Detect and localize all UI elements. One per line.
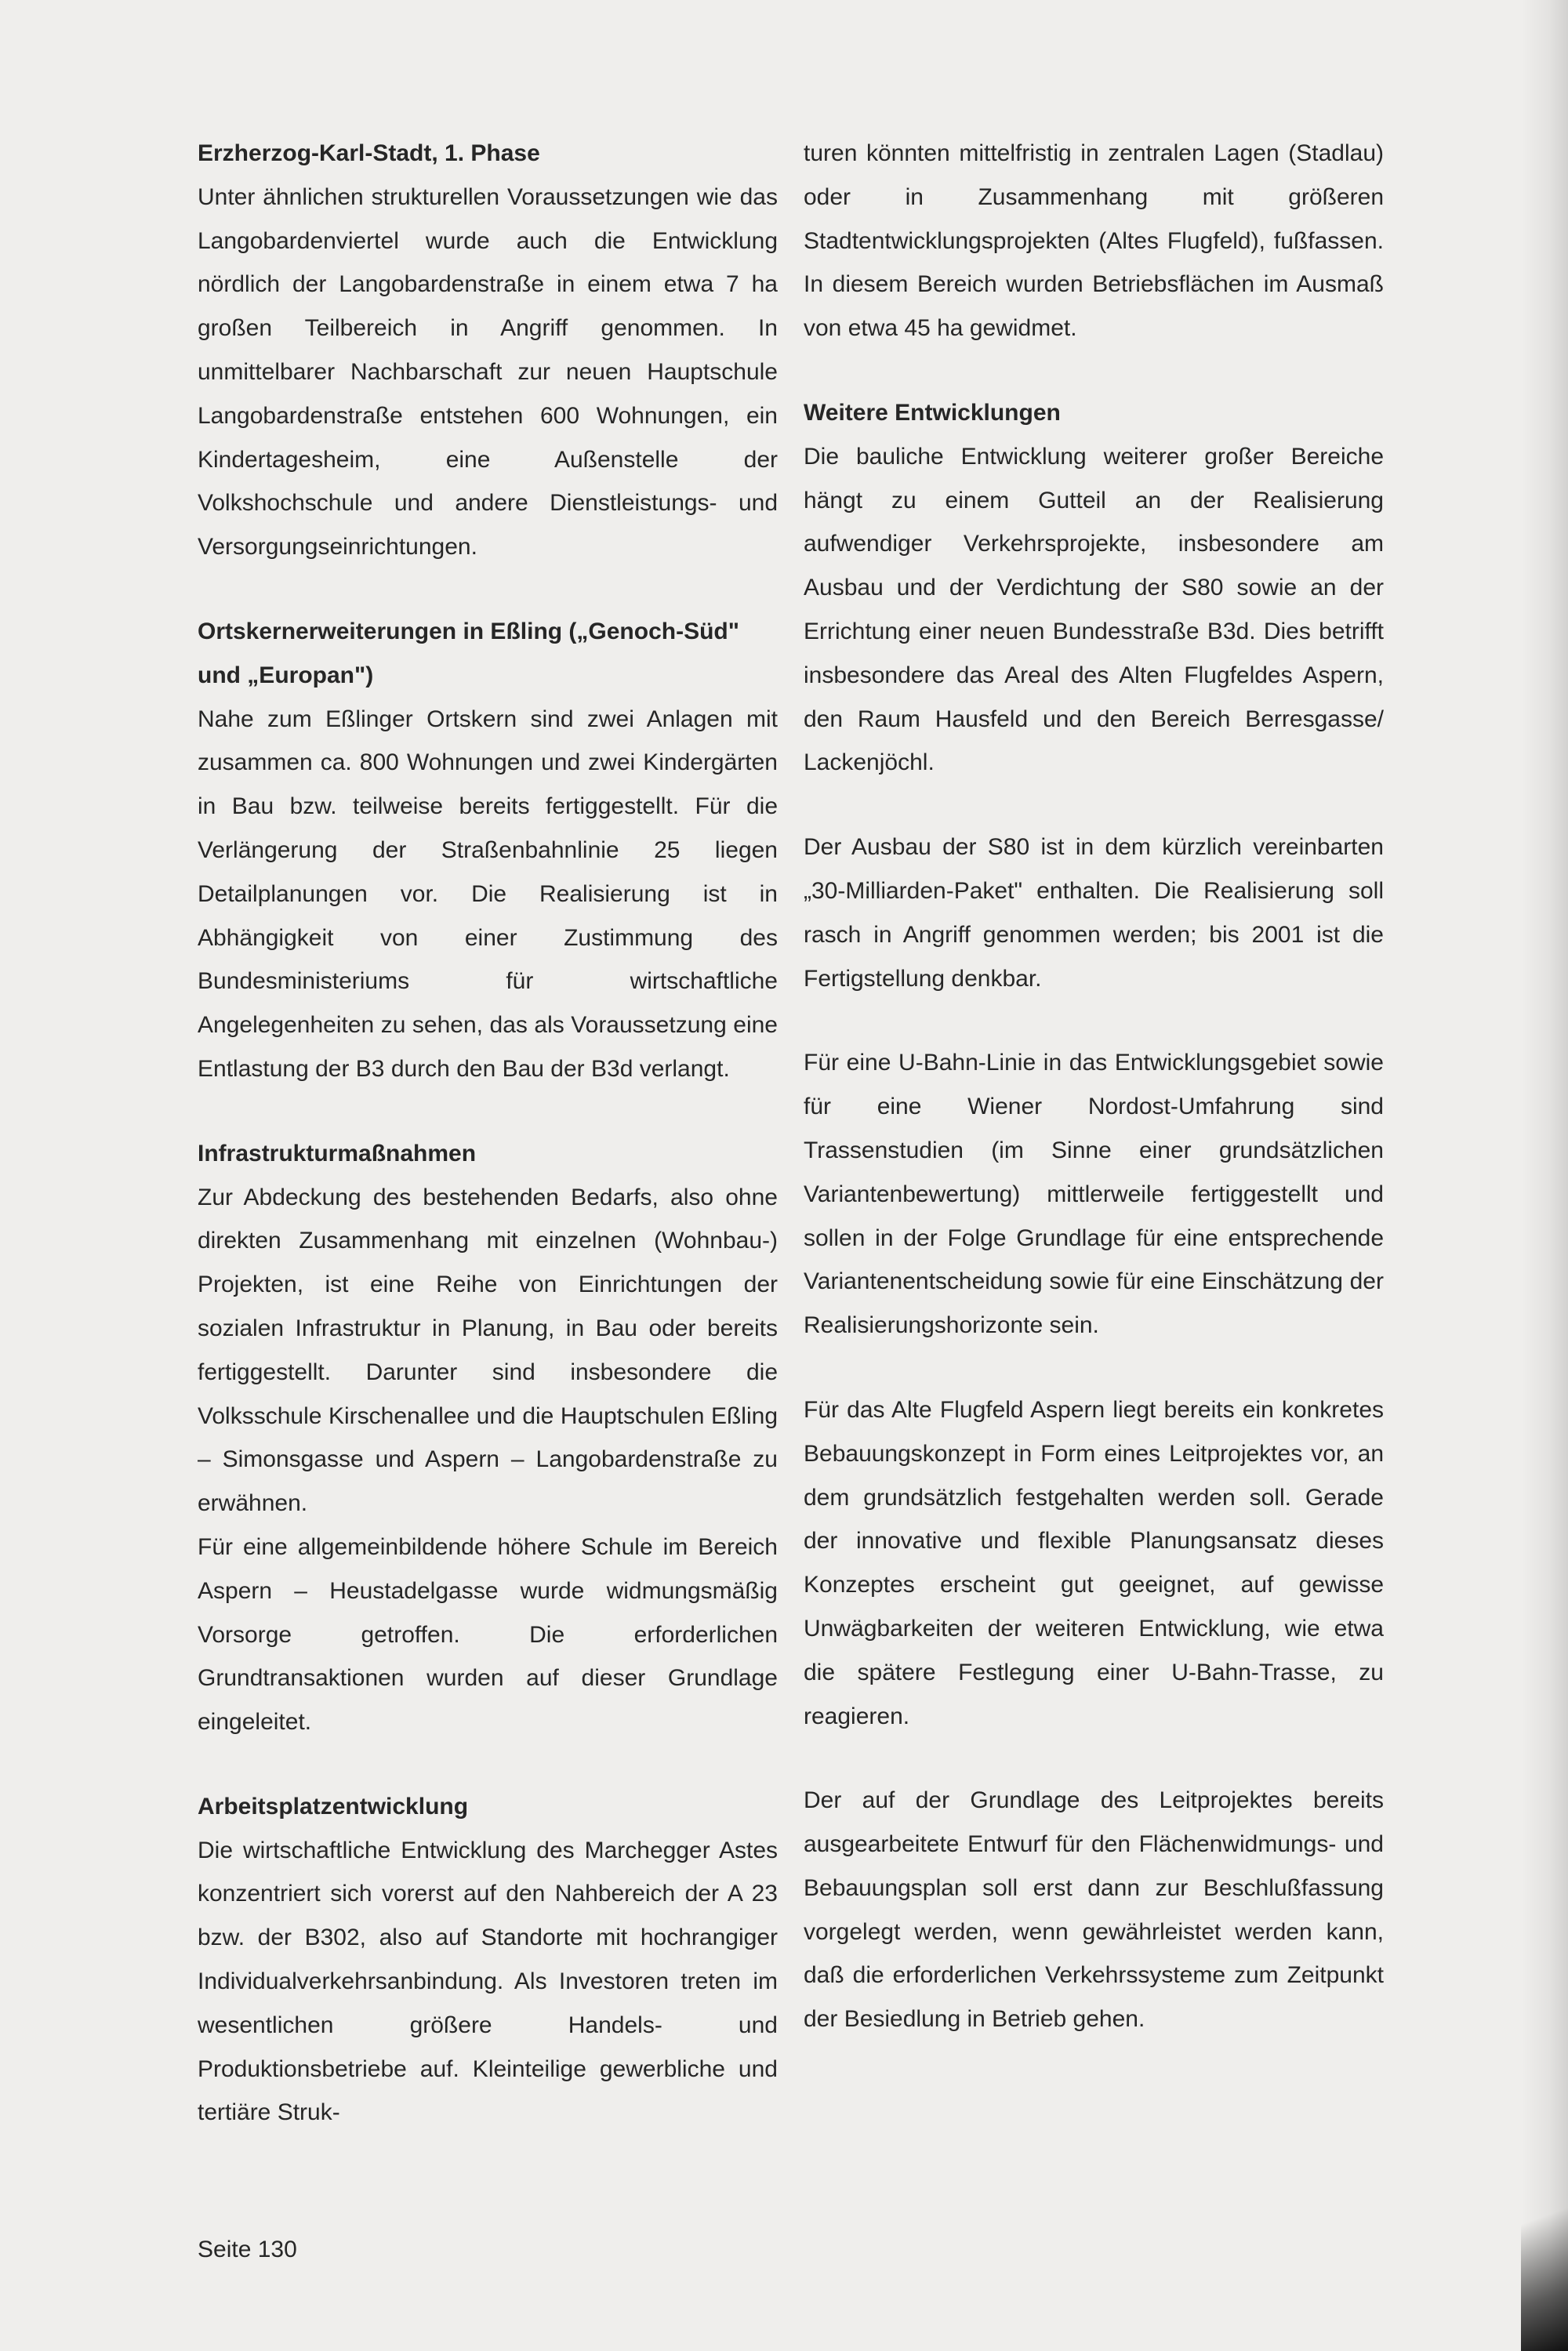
paragraph-weitere-entwicklungen: Die bauliche Entwicklung weiterer großer Bereiche hängt zu einem Gutteil an der Realisierung aufwendiger Verkehrsprojekte, insbesondere am Ausbau und der Verdichtung der S80 sowie an der Errichtung einer neuen Bundesstraße B3d. Dies betrifft insbesondere das Areal des Alten Flugfeldes Aspern, den Raum Hausfeld und den Bereich Berresgasse/ Lackenjöchl. [804, 443, 1384, 776]
paragraph-erzherzog-karl-stadt: Unter ähnlichen strukturellen Voraussetzungen wie das Langobardenviertel wurde auch die Entwicklung nördlich der Langobardenstraße in einem etwa 7 ha großen Teilbereich in Angriff genommen. In unmittelbarer Nachbarschaft zur neuen Hauptschule Langobardenstraße entstehen 600 Wohnungen, ein Kindertagesheim, eine Außenstelle der Volkshochschule und andere Dienstleistungs- und Versorgungseinrichtungen. [198, 183, 778, 561]
paragraph-u-bahn-linie: Für eine U-Bahn-Linie in das Entwicklungsgebiet sowie für eine Wiener Nordost-Umfahrung sind Trassenstudien (im Sinne einer grundsätzlichen Variantenbewertung) mittlerweile fertiggestellt und sollen in der Folge Grundlage für eine entsprechende Variantenentscheidung sowie für eine Einschätzung der Realisierungshorizonte sein. [804, 1050, 1384, 1339]
paragraph-s80-ausbau: Der Ausbau der S80 ist in dem kürzlich vereinbarten „30-Milliarden-Paket" enthalten. Die Realisierung soll rasch in Angriff genommen werden; bis 2001 ist die Fertigstellung denkbar. [804, 834, 1384, 992]
section-heading-weitere-entwicklungen: Weitere Entwicklungen [804, 399, 1061, 426]
paragraph-leitprojekt-entwurf: Der auf der Grundlage des Leitprojektes bereits ausgearbeitete Entwurf für den Flächenwidmungs- und Bebauungsplan soll erst dann zur Beschlußfassung vorgelegt werden, wenn gewährleistet werden kann, daß die erforderlichen Verkehrssysteme zum Zeitpunkt der Besiedlung in Betrieb gehen. [804, 1787, 1384, 2033]
paragraph-arbeitsplatzentwicklung: Die wirtschaftliche Entwicklung des Marchegger Astes konzentriert sich vorerst auf den Nahbereich der A 23 bzw. der B302, also auf Standorte mit hochrangiger Individualverkehrsanbindung. Als Investoren treten im wesentlichen größere Handels- und Produktionsbetriebe auf. Kleinteilige gewerbliche und tertiäre Struk- [198, 1837, 778, 2126]
section-heading-infrastrukturmassnahmen: Infrastrukturmaßnahmen [198, 1140, 477, 1166]
paragraph-continuation: turen könnten mittelfristig in zentralen Lagen (Stadlau) oder in Zusammenhang mit größeren Stadtentwicklungsprojekten (Altes Flugfeld), fußfassen. In diesem Bereich wurden Betriebsflächen im Ausmaß von etwa 45 ha gewidmet. [804, 140, 1384, 342]
paragraph-infrastruktur-1: Zur Abdeckung des bestehenden Bedarfs, also ohne direkten Zusammenhang mit einzelnen (Wohnbau-) Projekten, ist eine Reihe von Einrichtungen der sozialen Infrastruktur in Planung, in Bau oder bereits fertiggestellt. Darunter sind insbesondere die Volksschule Kirschenallee und die Hauptschulen Eßling – Simonsgasse und Aspern – Langobardenstraße zu erwähnen. [198, 1184, 778, 1517]
paragraph-ortskernerweiterungen: Nahe zum Eßlinger Ortskern sind zwei Anlagen mit zusammen ca. 800 Wohnungen und zwei Kindergärten in Bau bzw. teilweise bereits fertiggestellt. Für die Verlängerung der Straßenbahnlinie 25 liegen Detailplanungen vor. Die Realisierung ist in Abhängigkeit von einer Zustimmung des Bundesministeriums für wirtschaftliche Angelegenheiten zu sehen, das als Voraussetzung eine Entlastung der B3 durch den Bau der B3d verlangt. [198, 706, 778, 1082]
page-corner-shadow [1521, 2163, 1568, 2351]
paragraph-altes-flugfeld: Für das Alte Flugfeld Aspern liegt bereits ein konkretes Bebauungskonzept in Form eines Leitprojektes vor, an dem grundsätzlich festgehalten werden soll. Gerade der innovative und flexible Planungsansatz dieses Konzeptes erscheint gut geeignet, auf gewisse Unwägbarkeiten der weiteren Entwicklung, wie etwa die spätere Festlegung einer U-Bahn-Trasse, zu reagieren. [804, 1396, 1384, 1729]
right-column [804, 132, 1384, 2041]
page-edge-shadow [1521, 0, 1568, 2351]
section-heading-erzherzog-karl-stadt: Erzherzog-Karl-Stadt, 1. Phase [198, 140, 540, 166]
left-column [198, 132, 778, 2135]
page-number: Seite 130 [198, 2237, 297, 2262]
paragraph-infrastruktur-2: Für eine allgemeinbildende höhere Schule im Bereich Aspern – Heustadelgasse wurde widmungsmäßig Vorsorge getroffen. Die erforderlichen Grundtransaktionen wurden auf dieser Grundlage eingeleitet. [198, 1533, 778, 1736]
section-heading-ortskernerweiterungen: Ortskernerweiterungen in Eßling („Genoch-Süd" und „Europan") [198, 618, 739, 688]
section-heading-arbeitsplatzentwicklung: Arbeitsplatzentwicklung [198, 1793, 469, 1819]
